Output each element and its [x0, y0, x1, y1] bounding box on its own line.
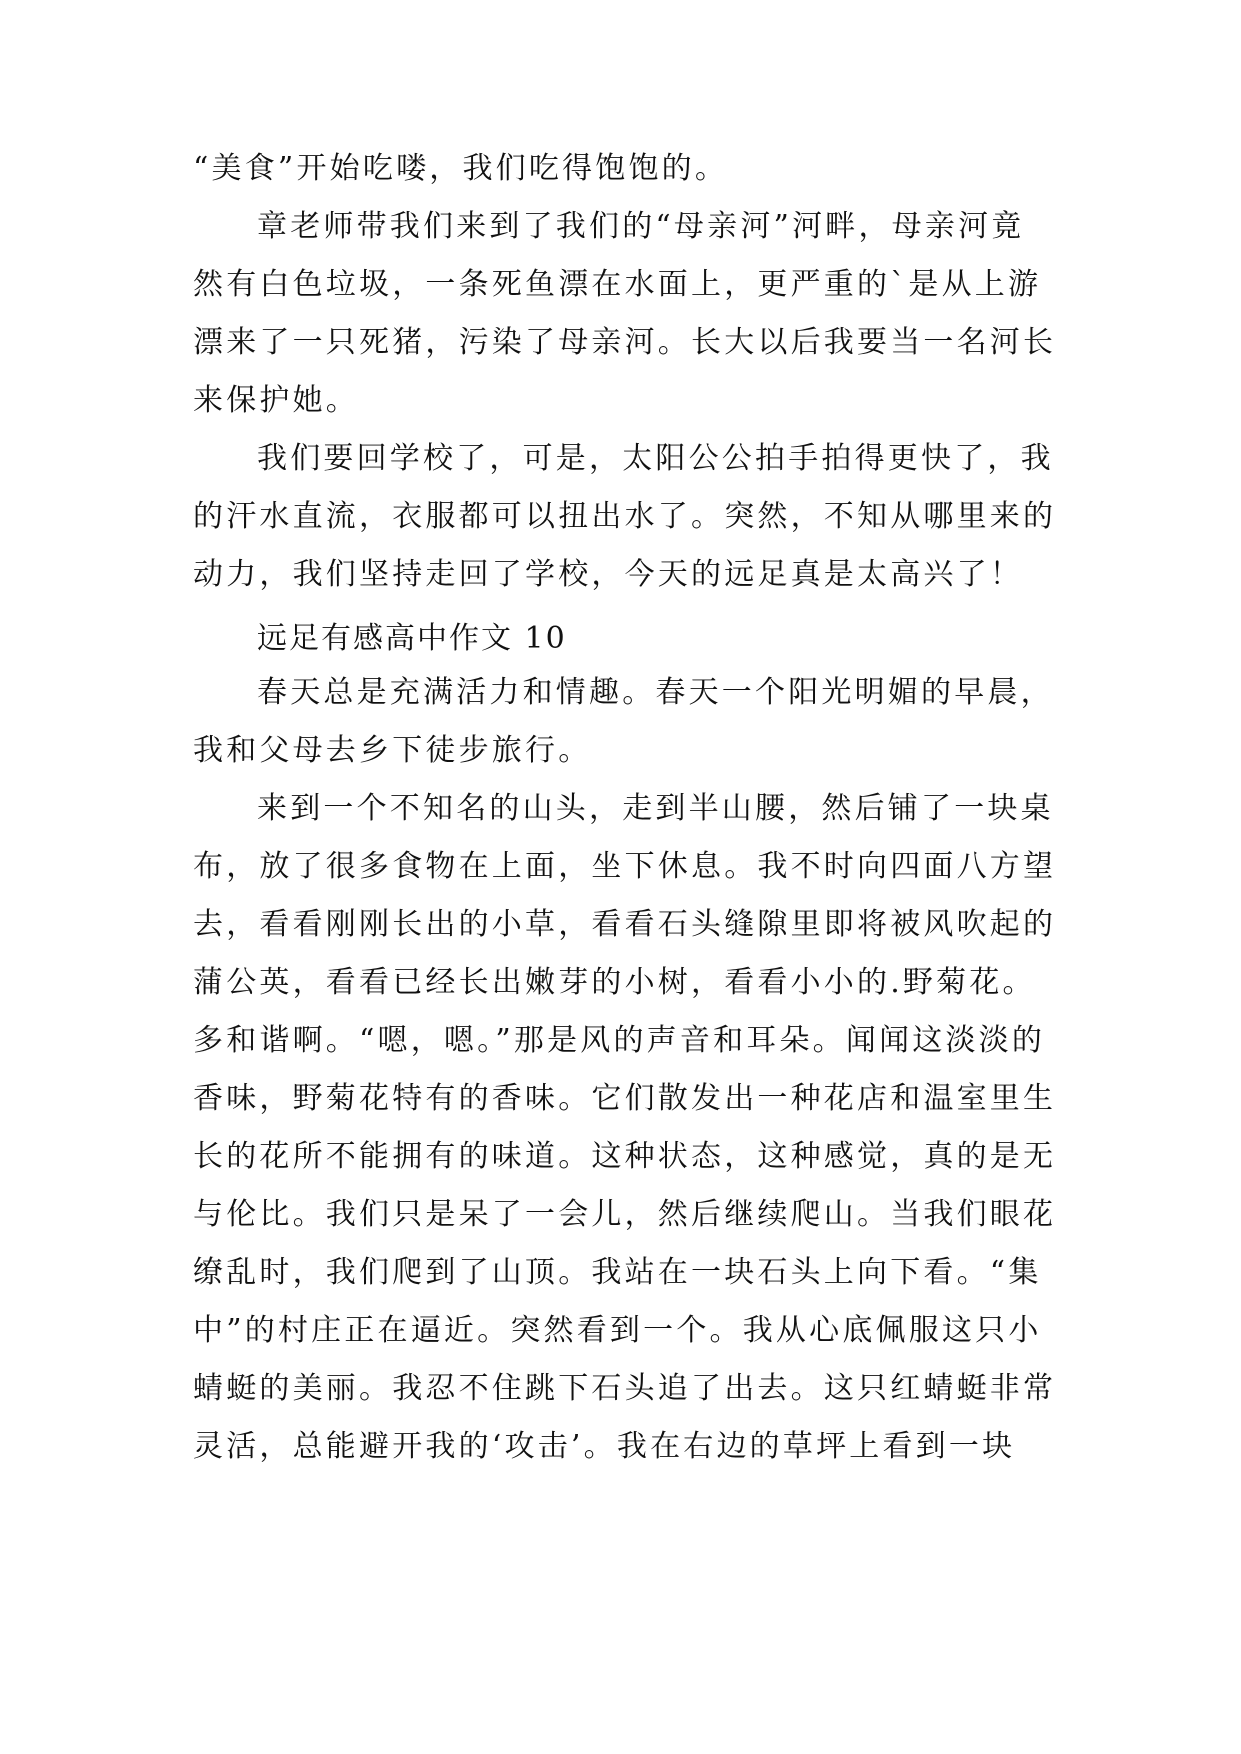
- section-b-text: [193, 664, 1057, 1476]
- paragraph-line: 章老师带我们来到了我们的“母亲河”河畔，母亲河竟: [257, 209, 1025, 244]
- essay-title: 远足有感高中作文 10: [257, 621, 567, 656]
- paragraph-line: 来到一个不知名的山头，走到半山腰，然后铺了一块桌: [257, 791, 1054, 826]
- paragraph-line: 来保护她。: [193, 383, 359, 418]
- paragraph-line: 我和父母去乡下徒步旅行。: [193, 733, 592, 768]
- paragraph-line: 春天总是充满活力和情趣。春天一个阳光明媚的早晨，: [257, 675, 1054, 710]
- paragraph-line: 香味，野菊花特有的香味。它们散发出一种花店和温室里生: [193, 1081, 1057, 1116]
- paragraph-line: 我们要回学校了，可是，太阳公公拍手拍得更快了，我: [257, 441, 1054, 476]
- paragraph-line: 蒲公英，看看已经长出嫩芽的小树，看看小小的.野菊花。: [193, 965, 1036, 1000]
- paragraph-line: 多和谐啊。“嗯，嗯。”那是风的声音和耳朵。闻闻这淡淡的: [193, 1023, 1046, 1058]
- paragraph-line: 中”的村庄正在逼近。突然看到一个。我从心底佩服这只小: [193, 1313, 1042, 1348]
- paragraph-line: 去，看看刚刚长出的小草，看看石头缝隙里即将被风吹起的: [193, 907, 1057, 942]
- paragraph-line: 灵活，总能避开我的‘攻击’。我在右边的草坪上看到一块: [193, 1429, 1016, 1464]
- paragraph-line: 蜻蜓的美丽。我忍不住跳下石头追了出去。这只红蜻蜓非常: [193, 1371, 1057, 1406]
- paragraph-line: 长的花所不能拥有的味道。这种状态，这种感觉，真的是无: [193, 1139, 1057, 1174]
- paragraph-line: 缭乱时，我们爬到了山顶。我站在一块石头上向下看。“集: [193, 1255, 1042, 1290]
- paragraph-line: “美食”开始吃喽，我们吃得饱饱的。: [193, 151, 729, 186]
- paragraph-line: 漂来了一只死猪，污染了母亲河。长大以后我要当一名河长: [193, 325, 1057, 360]
- paragraph-line: 然有白色垃圾，一条死鱼漂在水面上，更严重的`是从上游: [193, 267, 1042, 302]
- section-a-text: [193, 140, 1057, 604]
- paragraph-line: 布，放了很多食物在上面，坐下休息。我不时向四面八方望: [193, 849, 1057, 884]
- paragraph-line: 与伦比。我们只是呆了一会儿，然后继续爬山。当我们眼花: [193, 1197, 1057, 1232]
- paragraph-line: 动力，我们坚持走回了学校，今天的远足真是太高兴了！: [193, 557, 1023, 592]
- paragraph-line: 的汗水直流，衣服都可以扭出水了。突然，不知从哪里来的: [193, 499, 1057, 534]
